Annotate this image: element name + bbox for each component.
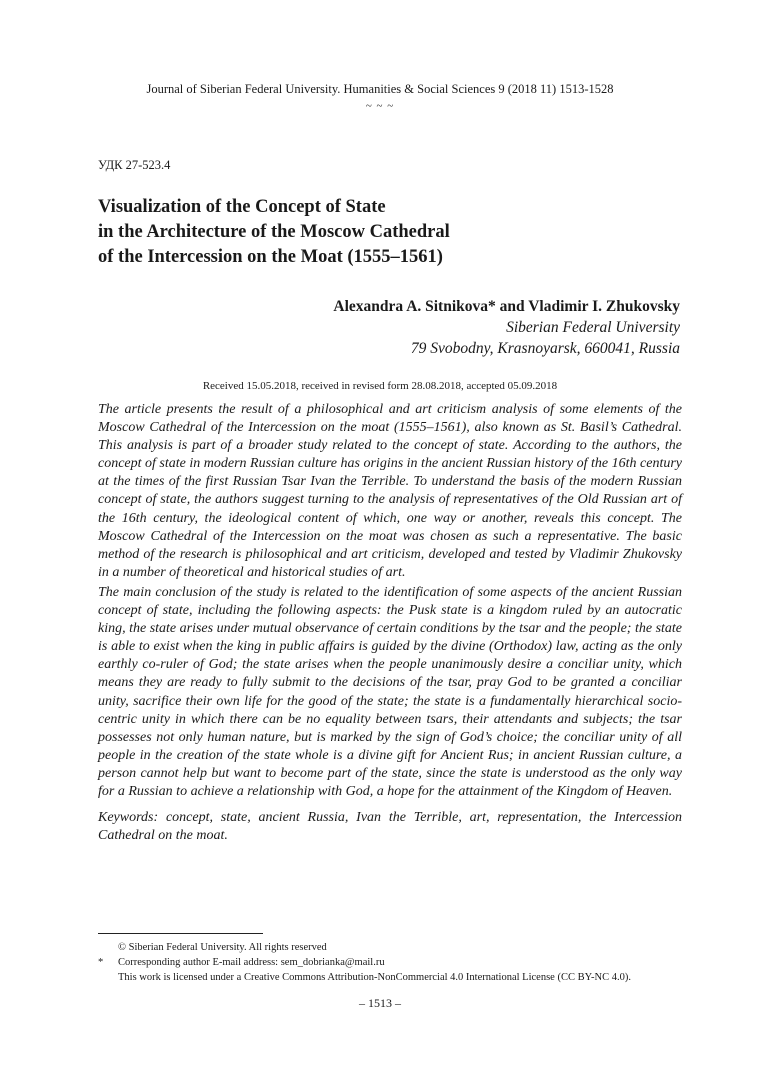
title-line-3: of the Intercession on the Moat (1555–1561) — [98, 247, 443, 267]
footnotes — [98, 940, 698, 985]
footnote-corresponding-row — [98, 955, 698, 970]
footnote-corresponding: Corresponding author E-mail address: sem_dobrianka@mail.ru — [118, 957, 385, 968]
footnote-spacer — [98, 940, 118, 955]
abstract-paragraph-1: The article presents the result of a philosophical and art criticism analysis of some elements of the Moscow Cathedral of the Intercession on the moat (1555–1561), also known as St. Basil’s Cathedral. This analysis is part of a broader study related to the concept of state. According to the authors, the concept of state in modern Russian culture has origins in the ancient Russian history of the 16th century at the times of the first Russian Tsar Ivan the Terrible. To understand the basis of the modern Russian concept of state, the authors suggest turning to the analysis of representatives of the Old Russian art of the 16th century, the ideological content of which, one way or another, reveals this concept. The Moscow Cathedral of the Intercession on the moat was chosen as such a representative. The basic method of the research is philosophical and art criticism, developed and tested by Vladimir Zhukovsky in a number of theoretical and historical studies of art. — [98, 402, 682, 580]
footnote-license: This work is licensed under a Creative Commons Attribution-NonCommercial 4.0 International License (CC BY-NC 4.0). — [118, 972, 631, 983]
received-dates: Received 15.05.2018, received in revised form 28.08.2018, accepted 05.09.2018 — [202, 380, 558, 392]
abstract-paragraph-2: The main conclusion of the study is related to the identification of some aspects of the ancient Russian concept of state, including the following aspects: the Pusk state is a kingdom ruled by an autocratic king, the state arises under mutual observance of certain conditions by the tsar and the people; the state is able to exist when the king in public affairs is guided by the divine (Orthodox) law, acting as the only earthly co-ruler of God; the state arises when the people unanimously desire a conciliar unity, which means they are ready to fully submit to the decisions of the tsar, pray God to be granted a conciliar unity, sacrifice their own life for the good of the state; the state is a fundamentally hierarchical socio-centric unity in which there can be no equality between tsars, their attendants and subjects; the tsar possesses not only human nature, but is marked by the sign of God’s choice; the conciliar unity of all people in the creation of the state whole is a divine gift for Ancient Rus; in ancient Russian culture, a person cannot help but want to become part of the state, since the state is understood as the only way for a Russian to achieve a relationship with God, a hope for the attainment of the Kingdom of Heaven. — [98, 584, 683, 799]
title-line-1: Visualization of the Concept of State — [98, 197, 386, 217]
udk-code: УДК 27-523.4 — [98, 158, 171, 172]
abstract — [98, 401, 682, 847]
footnote-divider — [98, 933, 263, 934]
journal-header: Journal of Siberian Federal University. Humanities & Social Sciences 9 (2018 11) 1513-1528 — [146, 82, 614, 96]
author-address: 79 Svobodny, Krasnoyarsk, 660041, Russia — [410, 340, 680, 357]
author-names: Alexandra A. Sitnikova* and Vladimir I. Zhukovsky — [333, 298, 680, 315]
article-title — [98, 195, 688, 270]
title-line-2: in the Architecture of the Moscow Cathedral — [98, 222, 450, 242]
page-number: – 1513 – — [359, 996, 401, 1010]
footnote-copyright-row — [98, 940, 698, 955]
keywords: Keywords: concept, state, ancient Russia, Ivan the Terrible, art, representation, the Intercession Cathedral on the moat. — [98, 810, 682, 844]
footnote-license-row — [98, 970, 698, 985]
header-ornament: ~ ~ ~ — [365, 100, 395, 112]
footnote-asterisk: * — [98, 957, 104, 968]
footnote-spacer — [98, 970, 118, 985]
footnote-copyright: © Siberian Federal University. All rights reserved — [118, 942, 327, 953]
author-block — [333, 296, 680, 359]
author-affiliation: Siberian Federal University — [506, 319, 680, 336]
